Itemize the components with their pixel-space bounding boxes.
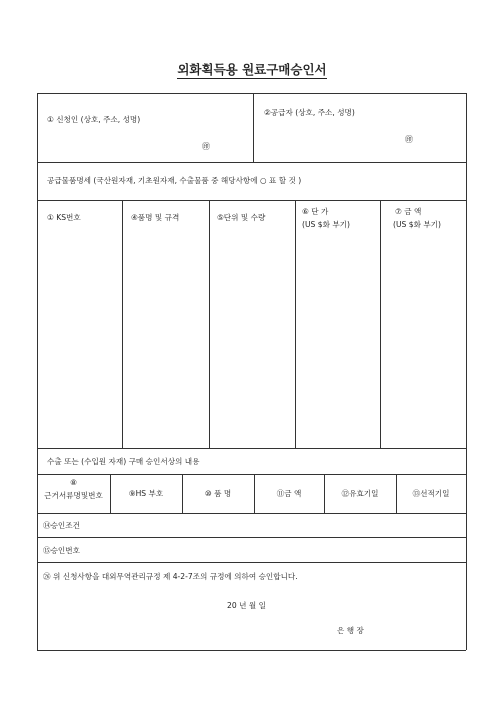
col-ship-date: ⑬선적기일 <box>412 489 450 498</box>
applicant-seal-icon: ㊞ <box>202 142 210 151</box>
col-doc-number: 근거서류명및번호 <box>44 491 103 500</box>
col-name-spec: ④품명 및 규격 <box>131 213 180 222</box>
supply-description: 공급물품명세 (국산원자재, 기초원자재, 수출물품 중 해당사항에 ○ 표 할 것 ) <box>47 176 302 185</box>
export-section-label: 수출 또는 (수입원 자재) 구매 승인서상의 내용 <box>47 457 200 466</box>
supplier-seal-icon: ㊞ <box>405 135 413 144</box>
approval-number-label: ⑮승인번호 <box>43 546 80 555</box>
col-hs-code: ⑨HS 부호 <box>128 489 164 498</box>
col-export-amount: ⑪금 액 <box>276 489 302 498</box>
document-title: 외화획득용 원료구매승인서 <box>177 62 327 77</box>
applicant-label: ① 신청인 (상호, 주소, 성명) <box>47 115 141 124</box>
date-line: 20 년 월 일 <box>227 601 266 610</box>
col-unit-qty: ⑤단위 및 수량 <box>217 213 266 222</box>
col-amount-note: (US $화 부기) <box>393 220 441 229</box>
col-amount: ⑦ 금 액 <box>395 207 422 216</box>
col-ks-number: ① KS번호 <box>47 213 81 222</box>
approval-conditions-label: ⑭승인조건 <box>43 521 80 530</box>
col-doc-number-mark: ⑧ <box>70 478 77 487</box>
supplier-label: ②공급자 (상호, 주소, 성명) <box>264 108 355 117</box>
col-product-name: ⑩ 품 명 <box>204 489 232 498</box>
approval-statement: ㉖ 위 신청사항을 대외무역관리규정 제 4-2-7조의 규정에 의하여 승인합니다. <box>43 572 298 581</box>
bank-manager-label: 은 행 장 <box>337 626 364 635</box>
col-valid-date: ⑫유효기일 <box>341 489 379 498</box>
col-unit-price-note: (US $화 부기) <box>302 220 350 229</box>
col-unit-price: ⑥ 단 가 <box>302 207 329 216</box>
